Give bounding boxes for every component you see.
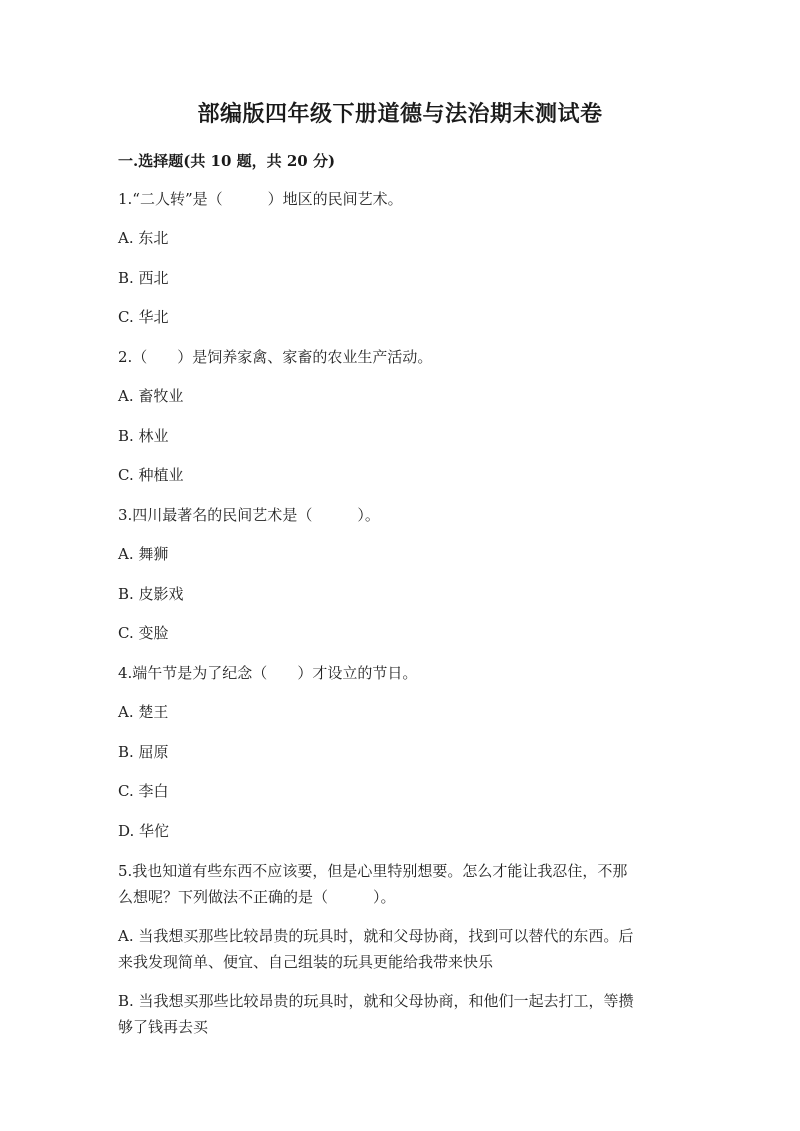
question-4-option-a: A. 楚王 <box>118 703 169 721</box>
question-5-option-a-line-1: A. 当我想买那些比较昂贵的玩具时，就和父母协商，找到可以替代的东西。后 <box>118 927 634 945</box>
question-2-stem: 2.（ ）是饲养家禽、家畜的农业生产活动。 <box>118 348 433 366</box>
question-1-option-c: C. 华北 <box>118 308 169 326</box>
question-1-option-b: B. 西北 <box>118 269 169 287</box>
question-3-option-c: C. 变脸 <box>118 624 169 642</box>
question-2-option-b: B. 林业 <box>118 427 169 445</box>
question-5-stem-line-2: 么想呢？下列做法不正确的是（ ）。 <box>118 888 396 906</box>
question-5-option-b-line-1: B. 当我想买那些比较昂贵的玩具时，就和父母协商，和他们一起去打工，等攒 <box>118 992 634 1010</box>
question-1-option-a: A. 东北 <box>118 229 169 247</box>
question-4-option-c: C. 李白 <box>118 782 169 800</box>
question-3-stem: 3.四川最著名的民间艺术是（ ）。 <box>118 506 380 524</box>
section-heading: 一.选择题(共 10 题，共 20 分) <box>118 152 336 170</box>
question-3-option-b: B. 皮影戏 <box>118 585 184 603</box>
question-5-option-b-line-2: 够了钱再去买 <box>118 1018 209 1036</box>
question-5-stem-line-1: 5.我也知道有些东西不应该要，但是心里特别想要。怎么才能让我忍住，不那 <box>118 862 628 880</box>
question-4-stem: 4.端午节是为了纪念（ ）才设立的节日。 <box>118 664 418 682</box>
document-title: 部编版四年级下册道德与法治期末测试卷 <box>197 101 603 127</box>
question-2-option-c: C. 种植业 <box>118 466 184 484</box>
question-2-option-a: A. 畜牧业 <box>118 387 184 405</box>
question-4-option-b: B. 屈原 <box>118 743 169 761</box>
question-5-option-a-line-2: 来我发现简单、便宜、自己组装的玩具更能给我带来快乐 <box>118 953 494 971</box>
question-4-option-d: D. 华佗 <box>118 822 170 840</box>
question-1-stem: 1.“二人转”是（ ）地区的民间艺术。 <box>118 190 403 208</box>
question-3-option-a: A. 舞狮 <box>118 545 169 563</box>
